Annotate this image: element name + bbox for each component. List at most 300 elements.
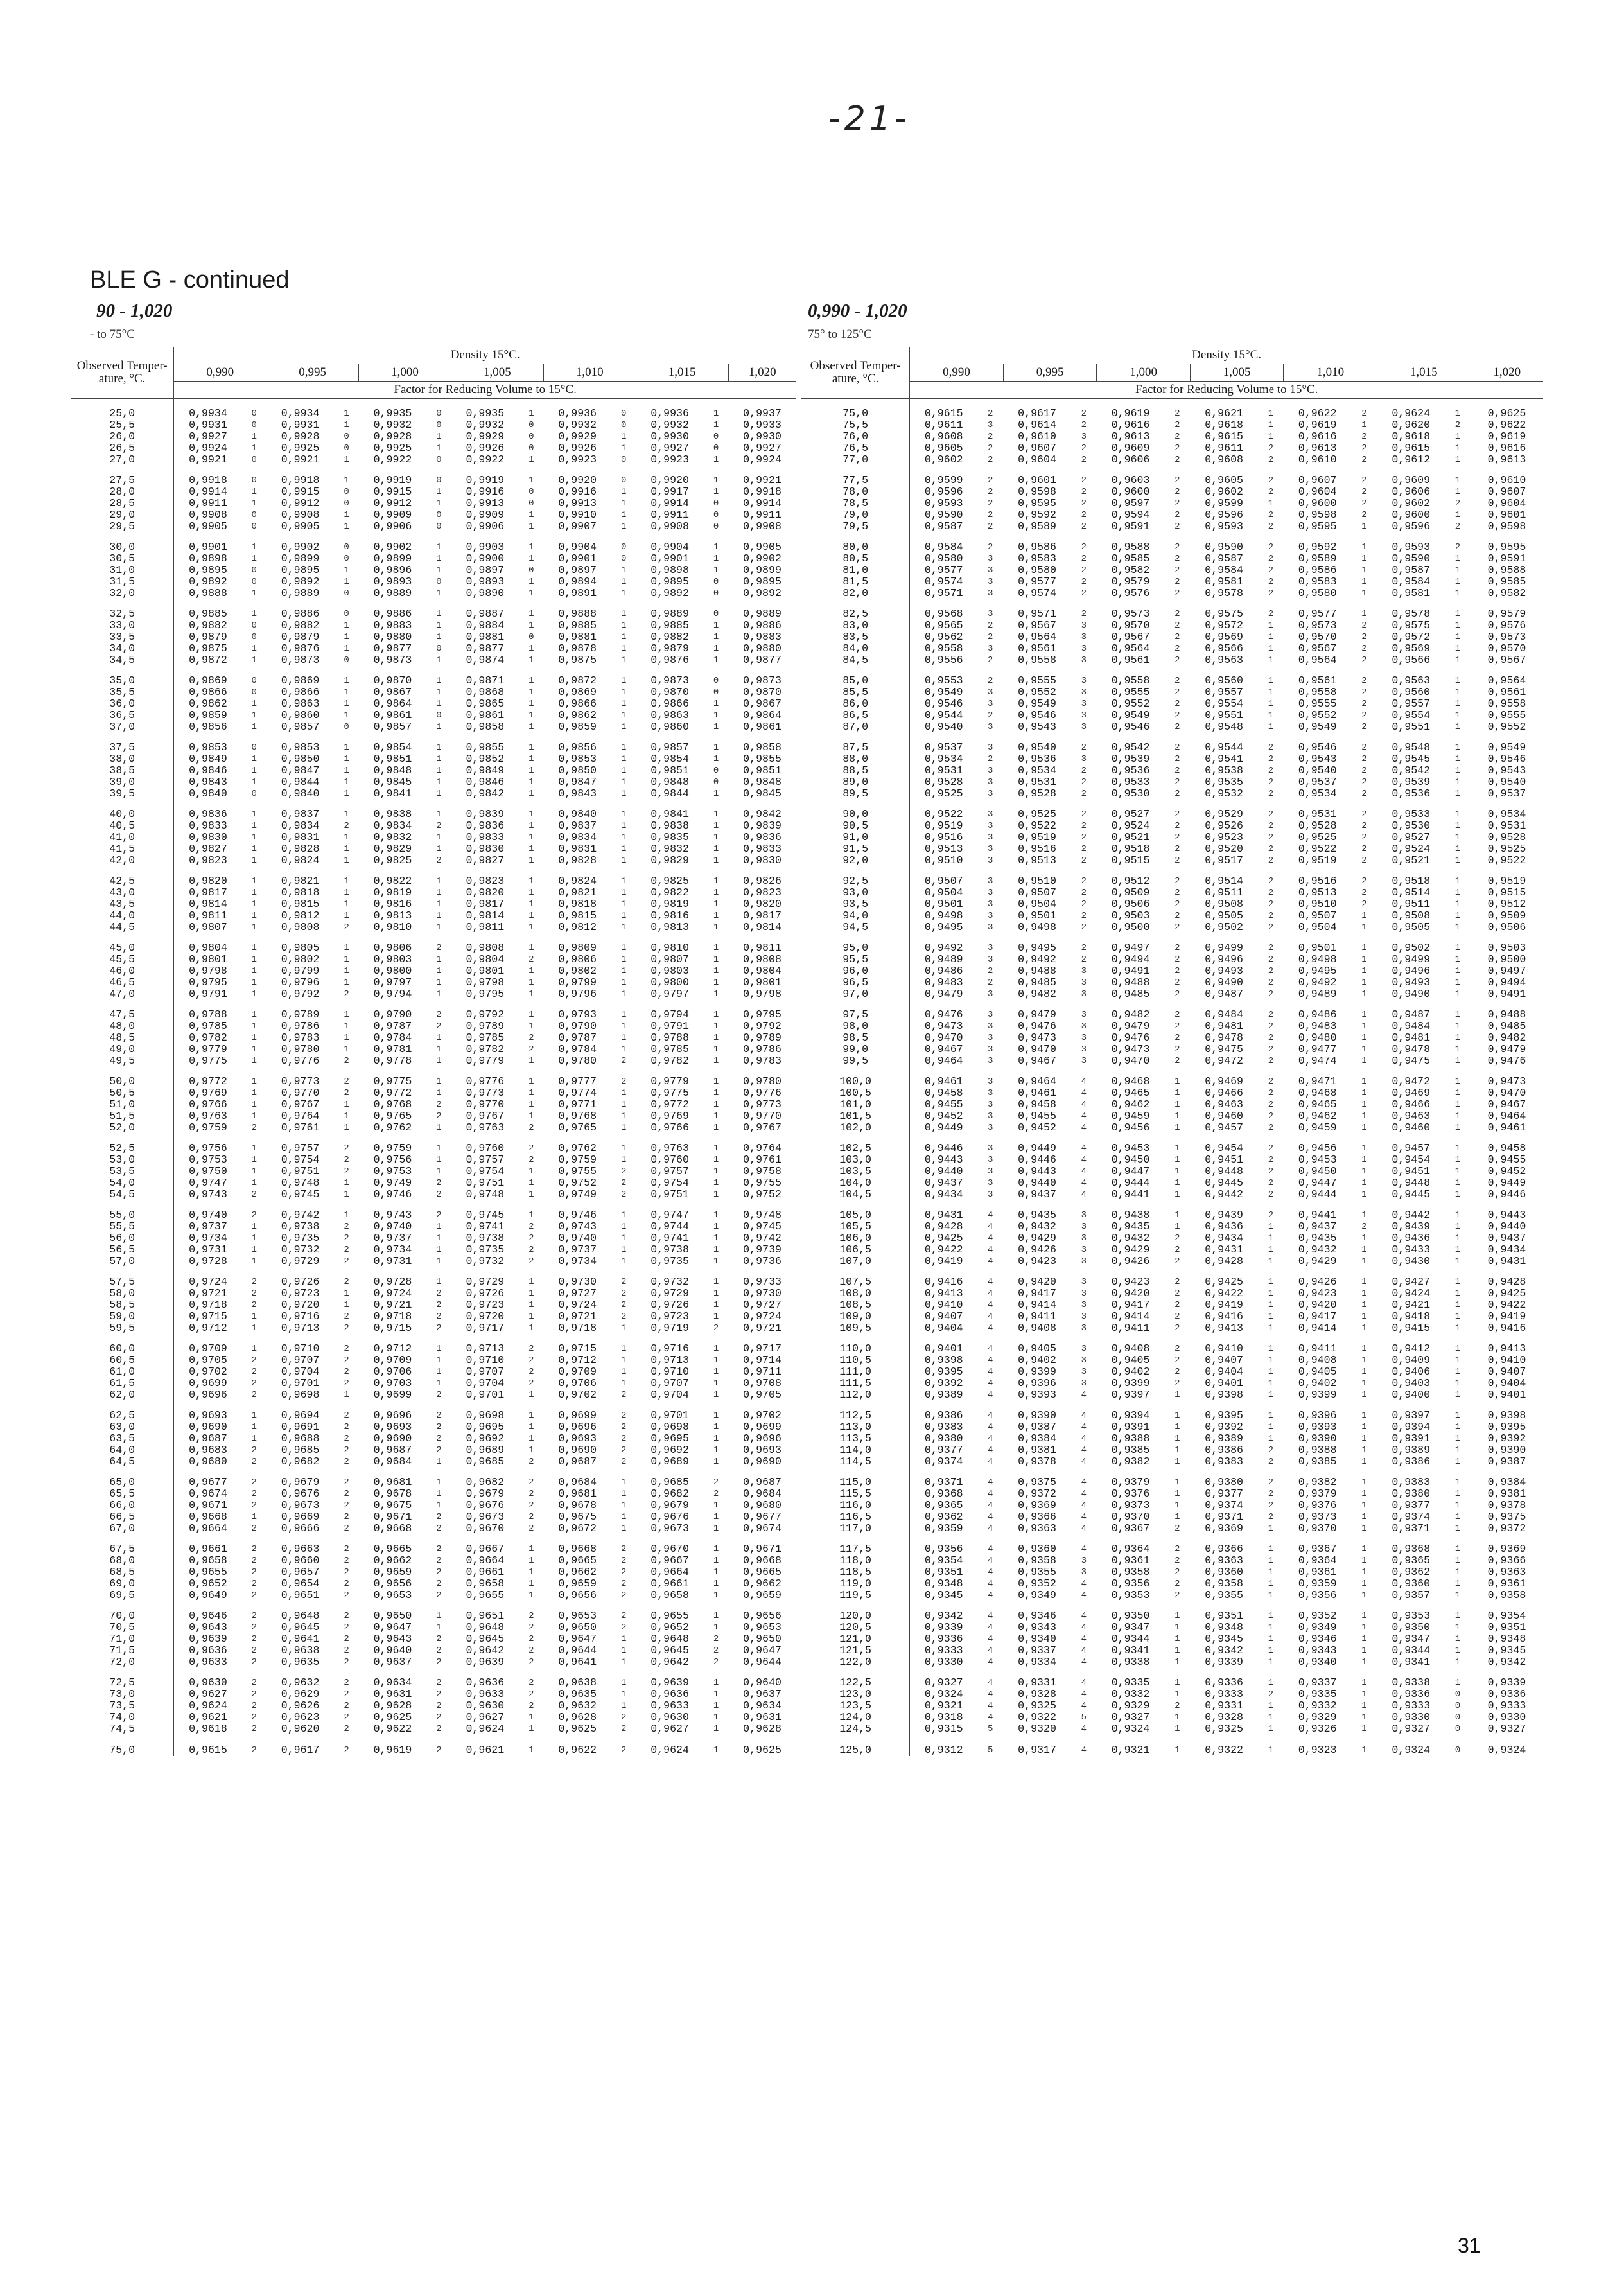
factor-value: 0,9564 (1298, 654, 1337, 666)
observed-temperature: 77,5 (801, 475, 910, 486)
difference-value: 1 (344, 943, 349, 953)
factor-value: 0,9664 (189, 1522, 227, 1534)
table-row (801, 1233, 1543, 1244)
difference-value: 1 (620, 1689, 627, 1700)
factor-value: 0,9473 (924, 1020, 963, 1032)
difference-value: 1 (251, 554, 257, 564)
difference-value: 3 (1081, 1323, 1087, 1333)
table-heading: BLE G - continued (90, 267, 290, 294)
difference-value: 0 (344, 609, 349, 619)
difference-value: 3 (1081, 1378, 1087, 1389)
factor-value: 0,9695 (466, 1421, 505, 1433)
factor-value: 0,9383 (1392, 1476, 1431, 1488)
observed-temperature: 65,0 (71, 1477, 174, 1488)
factor-value: 0,9384 (1018, 1432, 1056, 1445)
factor-value: 0,9902 (281, 541, 320, 553)
difference-value: 2 (436, 1100, 442, 1110)
difference-value: 1 (344, 710, 349, 721)
difference-value: 4 (988, 1611, 993, 1621)
difference-value: 1 (528, 1021, 534, 1032)
factor-value: 0,9325 (1205, 1723, 1243, 1735)
factor-value: 0,9637 (373, 1656, 412, 1668)
factor-value: 0,9912 (281, 497, 320, 509)
factor-value: 0,9462 (1298, 1110, 1337, 1122)
difference-value: 1 (1174, 1123, 1180, 1133)
difference-value: 4 (1081, 1410, 1087, 1421)
table-row (71, 899, 796, 910)
factor-value: 0,9504 (1018, 898, 1056, 910)
factor-value: 0,9625 (558, 1723, 597, 1735)
factor-value: 0,9748 (743, 1209, 781, 1221)
factor-value: 0,9878 (558, 642, 597, 654)
factor-value: 0,9817 (189, 886, 227, 899)
factor-value: 0,9390 (1018, 1409, 1056, 1421)
factor-value: 0,9630 (650, 1711, 689, 1723)
difference-value: 2 (611, 1744, 636, 1757)
factor-value: 0,9594 (1111, 509, 1150, 521)
factor-value: 0,9679 (281, 1476, 320, 1488)
difference-value: 1 (620, 432, 627, 442)
difference-value: 1 (344, 809, 349, 820)
difference-value: 2 (436, 1544, 442, 1554)
observed-temperature: 83,0 (801, 620, 910, 631)
factor-value: 0,9740 (373, 1220, 412, 1233)
difference-value: 3 (1081, 989, 1087, 999)
factor-value: 0,9407 (1205, 1354, 1243, 1366)
difference-value: 1 (1268, 722, 1274, 732)
observed-temperature: 53,0 (71, 1154, 174, 1166)
factor-value: 0,9910 (558, 509, 597, 521)
factor-value: 0,9836 (189, 808, 227, 820)
difference-value: 1 (436, 1233, 442, 1243)
factor-value: 0,9905 (189, 520, 227, 532)
difference-value: 1 (528, 1166, 534, 1177)
factor-value: 0,9383 (1205, 1455, 1243, 1468)
factor-value: 0,9356 (924, 1543, 963, 1555)
factor-value: 0,9826 (743, 875, 781, 887)
factor-value: 0,9701 (650, 1409, 689, 1421)
difference-value: 0 (620, 542, 627, 552)
table-row (71, 753, 796, 765)
difference-value: 1 (620, 821, 627, 831)
factor-value: 0,9879 (281, 631, 320, 643)
difference-value: 1 (436, 1378, 442, 1389)
observed-temperature: 78,5 (801, 498, 910, 509)
difference-value: 1 (528, 1434, 534, 1444)
difference-value: 2 (528, 1622, 534, 1633)
difference-value: 1 (1174, 1088, 1180, 1098)
factor-value: 0,9882 (650, 631, 689, 643)
difference-value: 1 (251, 1111, 257, 1121)
factor-value: 0,9506 (1487, 921, 1526, 933)
difference-value: 2 (620, 1312, 627, 1322)
factor-value: 0,9467 (1487, 1098, 1526, 1111)
observed-temperature: 85,0 (801, 675, 910, 687)
difference-value: 3 (988, 687, 993, 698)
observed-temperature: 66,0 (71, 1500, 174, 1511)
factor-value: 0,9454 (1392, 1154, 1431, 1166)
observed-temperature: 109,0 (801, 1311, 910, 1322)
observed-temperature: 110,0 (801, 1343, 910, 1355)
factor-value: 0,9738 (650, 1243, 689, 1256)
table-row (801, 1378, 1543, 1389)
factor-value: 0,9905 (281, 520, 320, 532)
difference-value: 2 (620, 1410, 627, 1421)
difference-value: 2 (1268, 1056, 1274, 1066)
factor-value: 0,9727 (743, 1299, 781, 1311)
difference-value: 2 (251, 1210, 257, 1220)
difference-value: 2 (1268, 1457, 1274, 1467)
difference-value: 3 (1081, 1367, 1087, 1377)
factor-value: 0,9668 (743, 1554, 781, 1567)
difference-value: 4 (1081, 1100, 1087, 1110)
factor-value: 0,9540 (1487, 776, 1526, 788)
factor-value: 0,9522 (924, 808, 963, 820)
difference-value: 1 (436, 1056, 442, 1066)
difference-value: 3 (1081, 1233, 1087, 1243)
factor-value: 0,9483 (924, 976, 963, 988)
factor-value: 0,9821 (558, 886, 597, 899)
difference-value: 3 (1081, 966, 1087, 976)
difference-value: 1 (528, 922, 534, 933)
difference-value: 0 (713, 432, 719, 442)
factor-value: 0,9899 (373, 552, 412, 565)
table-row (71, 553, 796, 565)
factor-value: 0,9459 (1111, 1110, 1150, 1122)
factor-value: 0,9401 (1205, 1377, 1243, 1389)
factor-value: 0,9734 (373, 1243, 412, 1256)
factor-value: 0,9592 (1298, 541, 1337, 553)
factor-value: 0,9674 (743, 1522, 781, 1534)
difference-value: 2 (1361, 809, 1367, 820)
observed-temperature: 68,0 (71, 1555, 174, 1567)
table-row (71, 588, 796, 599)
factor-value: 0,9476 (1018, 1020, 1056, 1032)
factor-value: 0,9415 (1392, 1322, 1431, 1334)
difference-value: 2 (1174, 655, 1180, 665)
table-row (801, 1578, 1543, 1590)
factor-value: 0,9693 (189, 1409, 227, 1421)
difference-value: 2 (1361, 687, 1367, 698)
difference-value: 1 (620, 1500, 627, 1511)
observed-temperature: 25,5 (71, 419, 174, 431)
difference-value: 2 (251, 1556, 257, 1566)
observed-temperature: 75,5 (801, 419, 910, 431)
table-row (801, 1712, 1543, 1723)
factor-value: 0,9847 (558, 776, 597, 788)
factor-value: 0,9467 (924, 1043, 963, 1055)
factor-value: 0,9366 (1487, 1554, 1526, 1567)
difference-value: 1 (713, 455, 719, 465)
difference-value: 1 (1361, 922, 1367, 933)
difference-value: 2 (1174, 1579, 1180, 1589)
factor-value: 0,9324 (1377, 1744, 1444, 1757)
factor-value: 0,9461 (924, 1075, 963, 1087)
observed-temperature: 81,0 (801, 565, 910, 576)
factor-value: 0,9920 (650, 474, 689, 486)
difference-value: 1 (1454, 1579, 1461, 1589)
factor-value: 0,9542 (1392, 764, 1431, 777)
factor-value: 0,9825 (373, 854, 412, 866)
difference-value: 2 (1081, 510, 1087, 520)
factor-value: 0,9871 (466, 674, 505, 687)
factor-value: 0,9375 (1018, 1476, 1056, 1488)
factor-value: 0,9333 (1205, 1688, 1243, 1700)
factor-value: 0,9402 (1018, 1354, 1056, 1366)
difference-value: 2 (1081, 766, 1087, 776)
table-row (71, 1622, 796, 1633)
table-row (801, 1143, 1543, 1154)
observed-temperature: 106,5 (801, 1244, 910, 1256)
difference-value: 4 (1081, 1590, 1087, 1601)
difference-value: 1 (344, 408, 349, 419)
difference-value: 3 (988, 1123, 993, 1133)
table-row (801, 887, 1543, 899)
factor-value: 0,9552 (1018, 686, 1056, 698)
factor-value: 0,9597 (1111, 497, 1150, 509)
difference-value: 1 (713, 832, 719, 843)
factor-value: 0,9625 (373, 1711, 412, 1723)
difference-value: 2 (1174, 742, 1180, 753)
factor-value: 0,9913 (558, 497, 597, 509)
difference-value: 1 (436, 777, 442, 787)
factor-value: 0,9525 (1487, 843, 1526, 855)
factor-value: 0,9366 (1205, 1543, 1243, 1555)
factor-value: 0,9859 (189, 709, 227, 721)
difference-value: 1 (528, 1100, 534, 1110)
factor-value: 0,9392 (1487, 1432, 1526, 1445)
difference-value: 1 (528, 522, 534, 532)
difference-value: 1 (1361, 1434, 1367, 1444)
difference-value: 2 (436, 1288, 442, 1299)
table-row (71, 1488, 796, 1500)
difference-value: 2 (528, 1233, 534, 1243)
table-row (71, 1712, 796, 1723)
factor-value: 0,9893 (373, 575, 412, 588)
observed-temperature: 95,0 (801, 942, 910, 954)
factor-value: 0,9740 (558, 1232, 597, 1244)
table-row (71, 1645, 796, 1656)
factor-value: 0,9403 (1392, 1377, 1431, 1389)
table-row (801, 965, 1543, 977)
factor-value: 0,9830 (743, 854, 781, 866)
difference-value: 1 (436, 554, 442, 564)
factor-value: 0,9671 (373, 1511, 412, 1523)
table-row (71, 1166, 796, 1177)
observed-temperature: 72,5 (71, 1677, 174, 1689)
factor-value: 0,9608 (924, 430, 963, 443)
observed-temperature: 25,0 (71, 408, 174, 419)
difference-value: 1 (1454, 1422, 1461, 1432)
factor-value: 0,9676 (466, 1499, 505, 1511)
factor-value: 0,9333 (1392, 1700, 1431, 1712)
factor-value: 0,9410 (1487, 1354, 1526, 1366)
factor-value: 0,9926 (466, 442, 505, 454)
factor-value: 0,9452 (1018, 1121, 1056, 1134)
factor-value: 0,9488 (1018, 965, 1056, 977)
difference-value: 2 (1361, 856, 1367, 866)
observed-temperature: 47,0 (71, 988, 174, 1000)
factor-value: 0,9517 (1205, 854, 1243, 866)
difference-value: 0 (344, 487, 349, 497)
difference-value: 1 (1361, 1579, 1367, 1589)
difference-value: 1 (1268, 620, 1274, 631)
difference-value: 1 (1454, 1256, 1461, 1267)
factor-value: 0,9546 (1111, 721, 1150, 733)
factor-value: 0,9492 (1298, 976, 1337, 988)
table-row (801, 443, 1543, 454)
difference-value: 1 (251, 856, 257, 866)
factor-value: 0,9786 (281, 1020, 320, 1032)
factor-value: 0,9730 (558, 1276, 597, 1288)
factor-value: 0,9561 (1487, 686, 1526, 698)
observed-temperature: 45,5 (71, 954, 174, 965)
difference-value: 1 (1174, 1634, 1180, 1644)
difference-value: 4 (988, 1477, 993, 1488)
factor-value: 0,9419 (1205, 1299, 1243, 1311)
difference-value: 1 (1361, 1556, 1367, 1566)
observed-temperature: 103,0 (801, 1154, 910, 1166)
factor-value: 0,9339 (924, 1621, 963, 1633)
difference-value: 1 (251, 1076, 257, 1087)
difference-value: 1 (713, 1233, 719, 1243)
factor-value: 0,9360 (1392, 1577, 1431, 1590)
difference-value: 1 (620, 1010, 627, 1020)
difference-value: 2 (1268, 1166, 1274, 1177)
factor-value: 0,9585 (1111, 552, 1150, 565)
difference-value: 2 (344, 1544, 349, 1554)
factor-value: 0,9715 (373, 1322, 412, 1334)
factor-value: 0,9569 (1205, 631, 1243, 643)
factor-value: 0,9692 (650, 1444, 689, 1456)
factor-value: 0,9519 (1487, 875, 1526, 887)
difference-value: 0 (528, 487, 534, 497)
difference-value: 1 (620, 522, 627, 532)
difference-value: 1 (620, 856, 627, 866)
observed-temperature: 89,5 (801, 788, 910, 800)
difference-value: 1 (251, 1222, 257, 1232)
difference-value: 2 (528, 1245, 534, 1255)
factor-value: 0,9627 (189, 1688, 227, 1700)
difference-value: 1 (1454, 1076, 1461, 1087)
difference-value: 1 (1361, 1657, 1367, 1667)
difference-value: 2 (1081, 565, 1087, 575)
difference-value: 1 (1454, 888, 1461, 898)
difference-value: 1 (344, 742, 349, 753)
difference-value: 1 (1268, 1410, 1274, 1421)
difference-value: 2 (1268, 742, 1274, 753)
table-row (801, 1366, 1543, 1378)
factor-value: 0,9837 (281, 808, 320, 820)
difference-value: 1 (620, 943, 627, 953)
factor-value: 0,9895 (650, 575, 689, 588)
difference-value: 2 (251, 1622, 257, 1633)
difference-value: 2 (1174, 644, 1180, 654)
difference-value: 1 (1174, 1457, 1180, 1467)
difference-value: 3 (1081, 1033, 1087, 1043)
difference-value: 2 (1268, 922, 1274, 933)
table-row (801, 1456, 1543, 1468)
factor-value: 0,9860 (281, 709, 320, 721)
factor-value: 0,9918 (281, 474, 320, 486)
density-column-header: 0,990 (910, 364, 1004, 382)
factor-value: 0,9589 (1298, 552, 1337, 565)
factor-value: 0,9416 (924, 1276, 963, 1288)
factor-value: 0,9633 (189, 1656, 227, 1668)
factor-value: 0,9401 (1487, 1389, 1526, 1401)
density-column-header: 1,005 (1190, 364, 1284, 382)
difference-value: 2 (528, 1344, 534, 1354)
factor-value: 0,9647 (373, 1621, 412, 1633)
factor-value: 0,9834 (281, 820, 320, 832)
difference-value: 1 (620, 1044, 627, 1055)
factor-value: 0,9322 (1018, 1711, 1056, 1723)
factor-value: 0,9850 (281, 753, 320, 765)
difference-value: 2 (1081, 832, 1087, 843)
factor-value: 0,9441 (1298, 1209, 1337, 1221)
factor-value: 0,9866 (650, 698, 689, 710)
difference-value: 1 (1174, 1512, 1180, 1522)
factor-value: 0,9572 (1392, 631, 1431, 643)
factor-value: 0,9684 (558, 1476, 597, 1488)
difference-value: 1 (528, 710, 534, 721)
factor-value: 0,9443 (924, 1154, 963, 1166)
difference-value: 1 (713, 1579, 719, 1589)
factor-value: 0,9456 (1298, 1142, 1337, 1154)
factor-value: 0,9522 (1487, 854, 1526, 866)
factor-value: 0,9845 (373, 776, 412, 788)
factor-value: 0,9510 (1298, 898, 1337, 910)
factor-value: 0,9765 (558, 1121, 597, 1134)
factor-value: 0,9800 (650, 976, 689, 988)
observed-temperature: 104,0 (801, 1177, 910, 1189)
difference-value: 1 (713, 1178, 719, 1188)
factor-value: 0,9643 (373, 1633, 412, 1645)
table-row (801, 608, 1543, 620)
factor-value: 0,9816 (650, 909, 689, 922)
factor-value: 0,9469 (1205, 1075, 1243, 1087)
difference-value: 1 (620, 1100, 627, 1110)
factor-value: 0,9327 (1392, 1723, 1431, 1735)
difference-value: 1 (344, 844, 349, 854)
table-row (71, 521, 796, 532)
factor-value: 0,9687 (558, 1455, 597, 1468)
factor-value: 0,9471 (1298, 1075, 1337, 1087)
difference-value: 1 (436, 1355, 442, 1366)
difference-value: 1 (1361, 1323, 1367, 1333)
difference-value: 3 (988, 809, 993, 820)
factor-value: 0,9735 (466, 1243, 505, 1256)
difference-value: 2 (436, 1646, 442, 1656)
factor-value: 0,9380 (1392, 1488, 1431, 1500)
table-row (801, 910, 1543, 922)
factor-value: 0,9446 (1018, 1154, 1056, 1166)
factor-value: 0,9571 (1018, 608, 1056, 620)
difference-value: 0 (713, 609, 719, 619)
difference-value: 1 (713, 989, 719, 999)
difference-value: 2 (713, 1646, 719, 1656)
factor-value: 0,9797 (373, 976, 412, 988)
factor-value: 0,9767 (743, 1121, 781, 1134)
factor-value: 0,9924 (743, 453, 781, 466)
factor-value: 0,9805 (281, 942, 320, 954)
factor-value: 0,9507 (1018, 886, 1056, 899)
factor-value: 0,9673 (466, 1511, 505, 1523)
factor-value: 0,9818 (558, 898, 597, 910)
factor-value: 0,9549 (1018, 698, 1056, 710)
observed-temperature: 102,5 (801, 1143, 910, 1154)
factor-value: 0,9861 (743, 721, 781, 733)
